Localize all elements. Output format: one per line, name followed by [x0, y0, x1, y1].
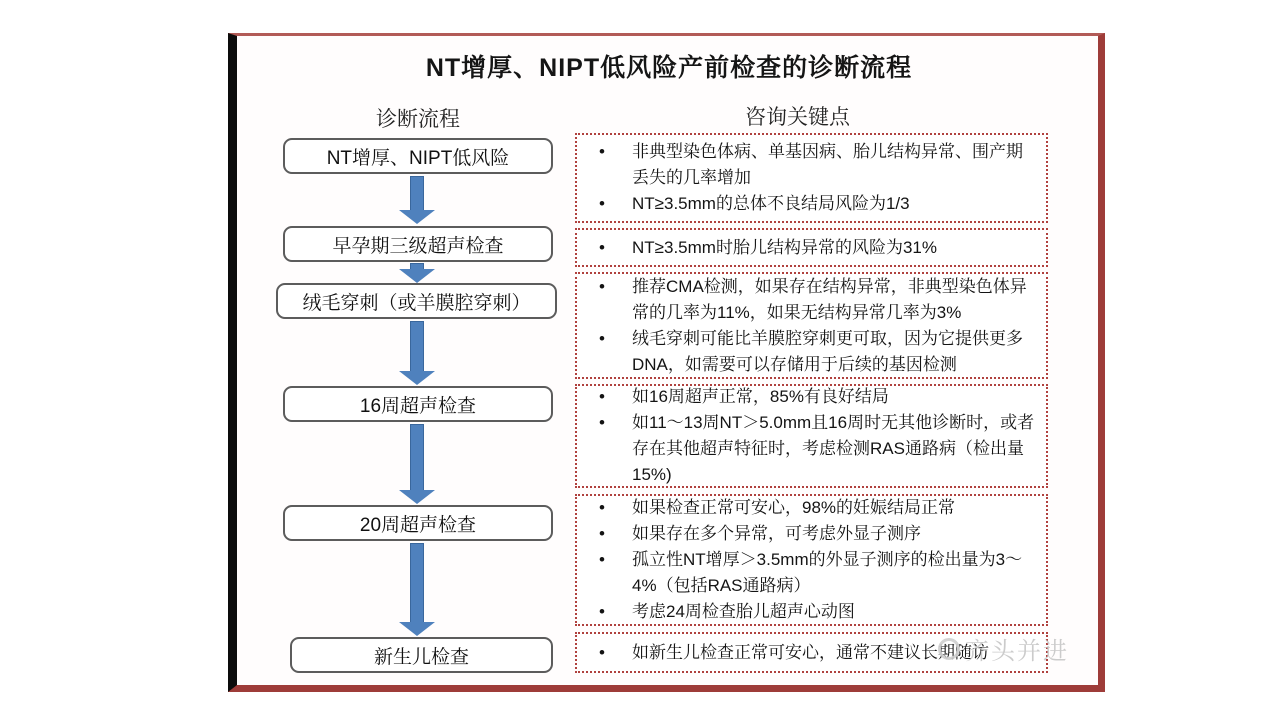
key-points-panel-5	[575, 494, 1048, 626]
bullet-item: • NT≥3.5mm时胎儿结构异常的风险为31%	[632, 235, 937, 261]
key-points-header: 咨询关键点	[745, 106, 850, 129]
flow-step-16-week-ultrasound	[283, 386, 553, 422]
key-points-panel-1	[575, 133, 1048, 223]
arrow-shaft	[410, 321, 424, 372]
arrow-shaft	[410, 176, 424, 211]
flow-step-label: 16周超声检查	[359, 395, 477, 417]
arrow-down-icon	[399, 622, 435, 636]
watermark-text: 齐头并进	[965, 638, 1069, 665]
bullet-list	[577, 637, 997, 669]
flow-step-label: 绒毛穿刺（或羊膜腔穿刺）	[302, 292, 531, 314]
bullet-list	[577, 381, 1046, 491]
flow-step-label: 早孕期三级超声检查	[332, 235, 504, 257]
arrow-down-icon	[399, 210, 435, 224]
bullet-item: • 如果检查正常可安心，98%的妊娠结局正常	[632, 495, 1038, 521]
circle-logo-icon	[938, 638, 960, 660]
bullet-list	[577, 136, 1046, 220]
diagnosis-flow-header: 诊断流程	[376, 108, 460, 131]
bullet-item: • 如16周超声正常，85%有良好结局	[632, 384, 1038, 410]
bullet-item: • NT≥3.5mm的总体不良结局风险为1/3	[632, 191, 1038, 217]
flow-step-cvs-amniocentesis	[276, 283, 557, 319]
bullet-item: • 如11～13周NT＞5.0mm且16周时无其他诊断时，或者存在其他超声特征时，考虑检测RAS通路病（检出量15%)	[632, 410, 1038, 488]
bullet-list	[577, 232, 945, 264]
key-points-panel-3	[575, 272, 1048, 379]
bullet-item: • 非典型染色体病、单基因病、胎儿结构异常、围产期丢失的几率增加	[632, 139, 1038, 191]
key-points-panel-4	[575, 384, 1048, 488]
flow-arrow	[399, 424, 435, 504]
bullet-item: • 孤立性NT增厚＞3.5mm的外显子测序的检出量为3～4%（包括RAS通路病）	[632, 547, 1038, 599]
flow-step-20-week-ultrasound	[283, 505, 553, 541]
key-points-panel-2	[575, 228, 1048, 267]
bullet-item: • 考虑24周检查胎儿超声心动图	[632, 599, 1038, 625]
arrow-down-icon	[399, 371, 435, 385]
bullet-list	[577, 271, 1046, 381]
watermark	[938, 631, 1069, 666]
bullet-item: • 推荐CMA检测，如果存在结构异常，非典型染色体异常的几率为11%，如果无结构异常几率为3%	[632, 274, 1038, 326]
flow-step-label: 新生儿检查	[373, 646, 469, 668]
bullet-item: • 如果存在多个异常，可考虑外显子测序	[632, 521, 1038, 547]
flow-arrow	[399, 543, 435, 636]
arrow-shaft	[410, 543, 424, 623]
flow-step-label: NT增厚、NIPT低风险	[326, 147, 510, 169]
flow-step-first-trimester-ultrasound	[283, 226, 553, 262]
flow-arrow	[399, 263, 435, 283]
flow-arrow	[399, 176, 435, 224]
bullet-item: • 绒毛穿刺可能比羊膜腔穿刺更可取，因为它提供更多DNA，如需要可以存储用于后续的基因检测	[632, 326, 1038, 378]
slide-title: NT增厚、NIPT低风险产前检查的诊断流程	[425, 54, 913, 82]
arrow-shaft	[410, 424, 424, 491]
bullet-list	[577, 492, 1046, 628]
flow-step-newborn-exam	[290, 637, 553, 673]
arrow-down-icon	[399, 269, 435, 283]
flow-step-label: 20周超声检查	[359, 514, 477, 536]
bullet-item: • 如新生儿检查正常可安心，通常不建议长期随访	[632, 640, 989, 666]
flow-step-nt-thickened	[283, 138, 553, 174]
arrow-down-icon	[399, 490, 435, 504]
flow-arrow	[399, 321, 435, 385]
